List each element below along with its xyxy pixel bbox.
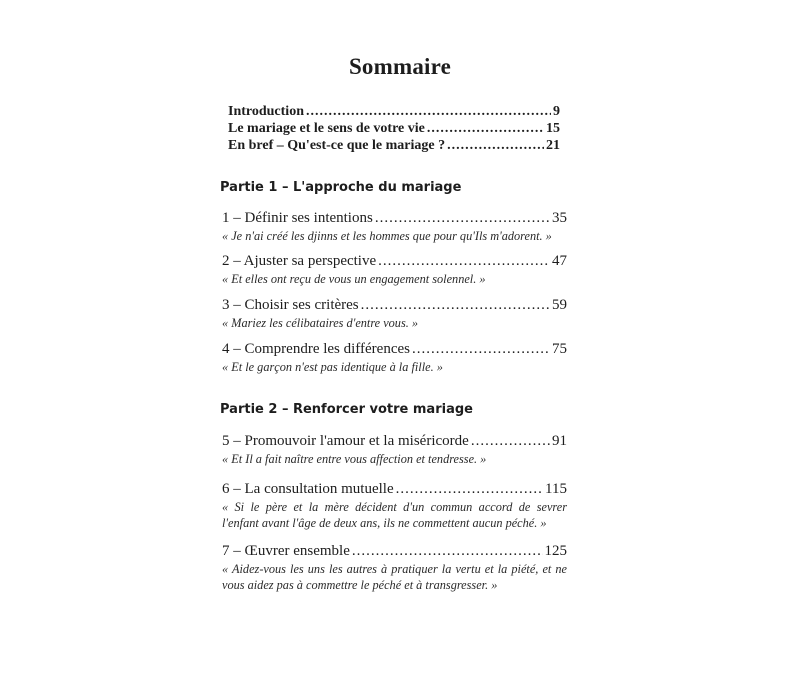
chapter-quote: « Et Il a fait naître entre vous affection et tendresse. » <box>222 452 487 466</box>
leader-dots <box>352 542 543 560</box>
leader-dots <box>375 209 550 227</box>
chapter-label: 4 – Comprendre les différences <box>222 341 410 357</box>
part-2-heading: Partie 2 – Renforcer votre mariage <box>220 402 473 417</box>
toc-entry-label: Introduction <box>228 104 304 119</box>
toc-entry-label: En bref – Qu'est-ce que le mariage ? <box>228 138 446 153</box>
chapter-line <box>222 432 567 450</box>
toc-entry-introduction <box>228 103 560 120</box>
chapter-label: 5 – Promouvoir l'amour et la miséricorde <box>222 433 469 449</box>
chapter-quote: « Et le garçon n'est pas identique à la fille. » <box>222 360 443 374</box>
chapter-line <box>222 252 567 270</box>
chapter-label: 3 – Choisir ses critères <box>222 297 359 313</box>
chapter-1 <box>222 209 567 244</box>
chapter-quote: « Si le père et la mère décident d'un commun accord de sevrer l'enfant avant l'âge de deux ans, ils ne commettent aucun péché. » <box>222 500 567 530</box>
toc-page-number: 9 <box>553 104 560 119</box>
chapter-label: 7 – Œuvrer ensemble <box>222 543 350 559</box>
chapter-label: 2 – Ajuster sa perspective <box>222 253 377 269</box>
toc-entry-label: Le mariage et le sens de votre vie <box>228 121 425 136</box>
intro-section <box>228 103 560 154</box>
toc-entry-en-bref <box>228 137 560 154</box>
leader-dots <box>412 340 550 358</box>
chapter-page-number: 59 <box>552 297 567 313</box>
toc-page-number: 21 <box>546 138 560 153</box>
page-title: Sommaire <box>348 54 452 79</box>
chapter-3 <box>222 296 567 331</box>
chapter-7 <box>222 542 567 593</box>
chapter-label: 1 – Définir ses intentions <box>222 210 373 226</box>
chapter-page-number: 91 <box>552 433 567 449</box>
chapter-quote: « Aidez-vous les uns les autres à pratiquer la vertu et la piété, et ne vous aidez pas à commettre le péché et à transgresser. » <box>222 562 567 592</box>
chapter-label: 6 – La consultation mutuelle <box>222 481 394 497</box>
chapter-line <box>222 209 567 227</box>
leader-dots <box>306 103 551 120</box>
leader-dots <box>427 120 544 137</box>
leader-dots <box>471 432 550 450</box>
chapter-page-number: 35 <box>552 210 567 226</box>
leader-dots <box>378 252 550 270</box>
chapter-quote: « Je n'ai créé les djinns et les hommes que pour qu'Ils m'adorent. » <box>222 229 552 243</box>
chapter-line <box>222 542 567 560</box>
chapter-line <box>222 480 567 498</box>
chapter-line <box>222 296 567 314</box>
chapter-page-number: 125 <box>544 543 567 559</box>
chapter-page-number: 115 <box>545 481 567 497</box>
chapter-page-number: 75 <box>552 341 567 357</box>
chapter-line <box>222 340 567 358</box>
chapter-2 <box>222 252 567 287</box>
chapter-5 <box>222 432 567 467</box>
chapter-page-number: 47 <box>552 253 567 269</box>
leader-dots <box>361 296 550 314</box>
chapter-4 <box>222 340 567 375</box>
chapter-6 <box>222 480 567 531</box>
toc-page-number: 15 <box>546 121 560 136</box>
chapter-quote: « Mariez les célibataires d'entre vous. » <box>222 316 419 330</box>
leader-dots <box>447 137 544 154</box>
chapter-quote: « Et elles ont reçu de vous un engagement solennel. » <box>222 272 486 286</box>
part-1-heading: Partie 1 – L'approche du mariage <box>220 180 462 195</box>
toc-entry-sens-de-vie <box>228 120 560 137</box>
leader-dots <box>396 480 543 498</box>
